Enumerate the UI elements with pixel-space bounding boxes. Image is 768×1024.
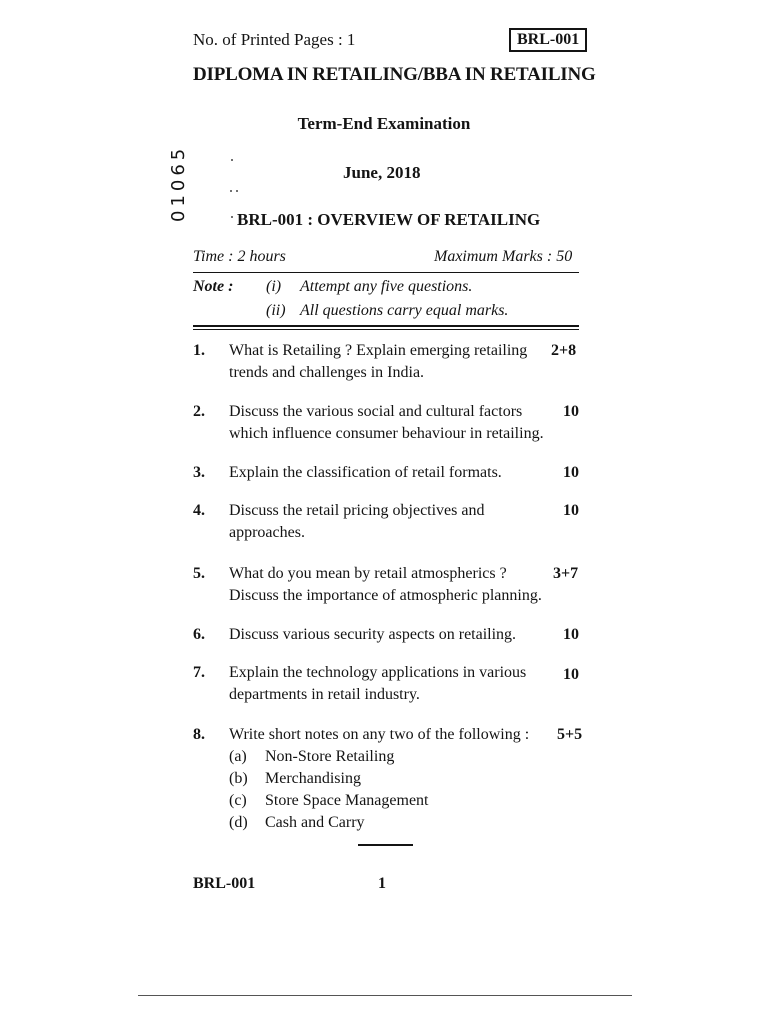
sub-question-label: (d) (229, 814, 248, 831)
question-text: Discuss various security aspects on retailing. (229, 626, 517, 643)
question-marks: 5+5 (557, 726, 583, 743)
sub-question-item (229, 768, 361, 790)
printed-pages-count: No. of Printed Pages : 1 (193, 30, 356, 49)
sub-question-text: Non-Store Retailing (265, 748, 395, 765)
question-number: 5. (193, 565, 205, 582)
time-allowed: Time : 2 hours (193, 248, 286, 265)
question-marks: 2+8 (551, 342, 577, 359)
note-item-text: Attempt any five questions. (300, 278, 473, 295)
sub-question-item (229, 746, 394, 768)
sub-question-text: Merchandising (265, 770, 361, 787)
divider-line (193, 329, 579, 330)
question-text: Explain the classification of retail formats. (229, 464, 502, 481)
question-marks: 10 (563, 666, 579, 683)
sub-question-label: (c) (229, 792, 247, 809)
maximum-marks: Maximum Marks : 50 (434, 248, 573, 265)
program-title: DIPLOMA IN RETAILING/BBA IN RETAILING (193, 64, 596, 85)
question-number: 2. (193, 403, 205, 420)
question-text: What do you mean by retail atmospherics ? Discuss the importance of atmospheric planning. (229, 565, 542, 604)
speck-mark (236, 190, 238, 192)
sub-question-item (229, 812, 365, 834)
end-rule (358, 844, 413, 846)
scan-edge-line (138, 995, 632, 996)
exam-type-text: Term-End Examination (297, 114, 471, 133)
sub-question-label: (a) (229, 748, 247, 765)
note-item-number: (ii) (266, 302, 286, 319)
exam-type (0, 114, 768, 134)
question-text: Explain the technology applications in various departments in retail industry. (229, 664, 527, 703)
serial-number-stamp: 01065 (168, 144, 189, 222)
speck-mark (231, 216, 233, 218)
question-text: What is Retailing ? Explain emerging retailing trends and challenges in India. (229, 342, 528, 381)
question-marks: 10 (563, 403, 579, 420)
sub-question-text: Cash and Carry (265, 814, 365, 831)
question-marks: 10 (563, 626, 579, 643)
course-title: BRL-001 : OVERVIEW OF RETAILING (237, 210, 541, 229)
question-number: 4. (193, 502, 205, 519)
note-item-text: All questions carry equal marks. (300, 302, 509, 319)
sub-question-label: (b) (229, 770, 248, 787)
question-text: Write short notes on any two of the following : (229, 726, 530, 743)
note-label: Note : (193, 278, 234, 295)
speck-mark (231, 159, 233, 161)
question-number: 1. (193, 342, 205, 359)
note-item-number: (i) (266, 278, 282, 295)
divider-line (193, 272, 579, 273)
footer-page-number: 1 (378, 875, 386, 892)
sub-question-text: Store Space Management (265, 792, 429, 809)
divider-line (193, 325, 579, 327)
question-marks: 3+7 (553, 565, 579, 582)
question-number: 3. (193, 464, 205, 481)
question-text: Discuss the various social and cultural factors which influence consumer behaviour in retailing. (229, 403, 544, 442)
sub-question-item (229, 790, 429, 812)
question-number: 6. (193, 626, 205, 643)
paper-code-box: BRL-001 (509, 28, 587, 52)
question-text: Discuss the retail pricing objectives and approaches. (229, 502, 485, 541)
question-number: 8. (193, 726, 205, 743)
question-marks: 10 (563, 464, 579, 481)
question-marks: 10 (563, 502, 579, 519)
footer-paper-code: BRL-001 (193, 875, 256, 892)
exam-date: June, 2018 (343, 163, 421, 182)
speck-mark (230, 190, 232, 192)
question-number: 7. (193, 664, 205, 681)
